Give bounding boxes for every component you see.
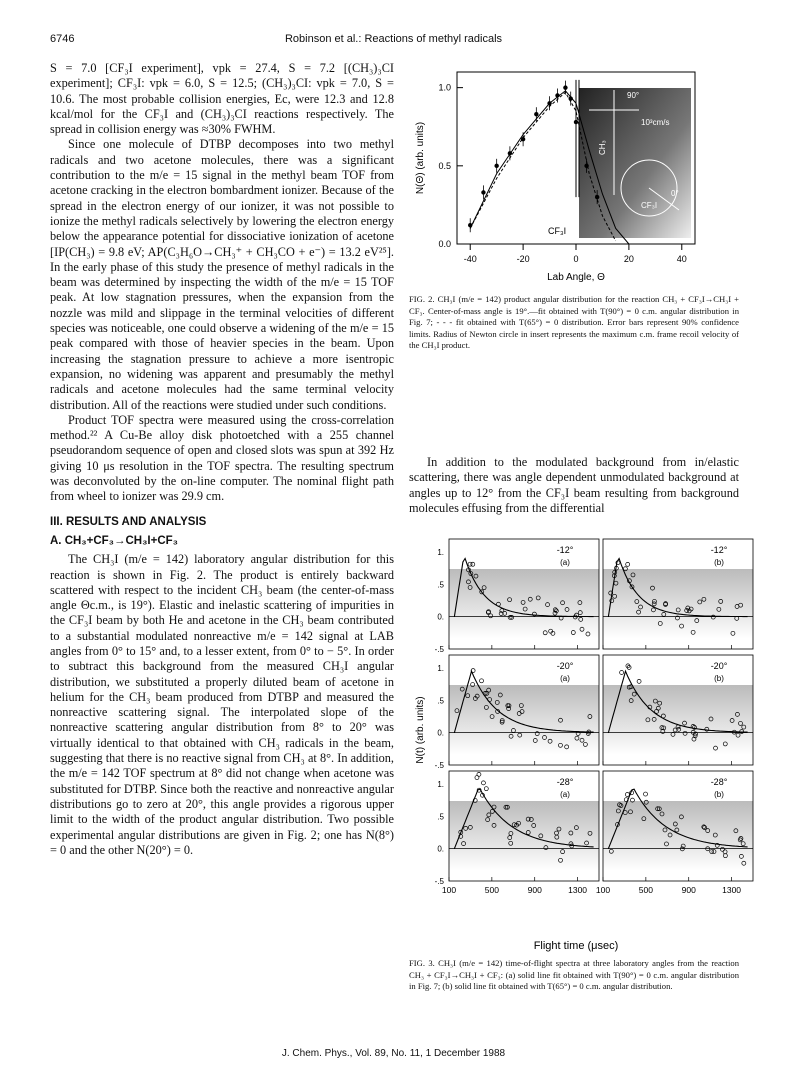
x-tick-label: 500 [638,885,653,895]
inset-cf3i: CF₃I [641,201,658,210]
x-tick-label: 900 [527,885,542,895]
tof-point [475,776,479,780]
x-axis-label: Lab Angle, Θ [547,272,605,283]
tof-point [468,562,472,566]
x-tick-label: 1300 [722,885,742,895]
x-tick-label: 40 [676,254,687,264]
panel-angle: -20° [710,661,728,671]
panel-angle: -28° [710,777,728,787]
tof-panel [603,655,753,765]
panel-angle: -12° [710,545,728,555]
panel-tag: (b) [714,790,724,799]
x-tick-label: 900 [681,885,696,895]
tof-panel [435,771,599,895]
fig3-caption: FIG. 3. CH₃I (m/e = 142) time-of-flight spectra at three laboratory angles from the reaction CH₃ + CF₃I→CH₃I + CF₃: (a) solid line fit obtained with T(90°) = 0 c.m. angular distribution in Fig. 7; (b) solid line fit obtained with T(65°) = 0 c.m. angular distribution. [409,958,739,991]
y-axis-label: N(t) (arb. units) [415,696,426,764]
data-point [595,195,599,199]
tof-point [626,562,630,566]
x-tick-label: 1300 [568,885,588,895]
page-number: 6746 [50,33,75,45]
y-tick-label: 1. [437,663,444,673]
paragraph: Since one molecule of DTBP decomposes into two methyl radicals and two acetone molecules, there was a significant contribution to the m/e = 15 signal in the methyl beam TOF from acetone cracking in the electron bombardment ionizer. Because of the spread in the electron energy of our ionizer, it was not possible to ionize the methyl radicals selectively by lowering the electron energy below the appearance potential for dissociative ionization of acetone [IP(CH₃) = 9.8 eV; AP(C₃H₆O→CH₃⁺ + CH₃CO + e⁻) = 13.2 eV²⁵]. In the early phase of this study the presence of methyl radicals in the beam was determined by inspecting the width of the m/e = 15 TOF peak. At low stagnation pressures, when the expansion from the nozzle was mild and slippage in the terminal velocities of different species was noticeable, one could observe a widening of the m/e = 15 peak compared with those of heavier species in the beam. Upon increasing the stagnation pressure to achieve a more isentropic expansion, no widening was apparent and presumably the methyl radicals and acetone molecules had the same terminal velocity distribution. All of the reactions were studied under such conditions. [50,137,394,412]
y-tick-label: .5 [437,812,444,822]
panel-tag: (a) [560,558,570,567]
panel-tag: (b) [714,558,724,567]
x-tick-label: -20 [516,254,530,264]
tof-point [644,792,648,796]
y-tick-label: 1.0 [438,82,451,93]
data-point [555,93,559,97]
data-point [468,223,472,227]
paragraph: Product TOF spectra were measured using the cross-correlation method.²² A Cu-Be alloy disk photoetched with a 255 channel pseudorandom sequence of open and closed slots was spun at 392 Hz giving 10 μs resolution in the TOF spectra. The resulting spectrum was deconvoluted by the on-line computer. The nominal flight path from wheel to ionizer was 29.9 cm. [50,412,394,504]
tof-panel [435,539,599,654]
y-tick-label: 1. [437,779,444,789]
panel-angle: -28° [556,777,574,787]
x-tick-label: 100 [595,885,611,895]
panel-tag: (a) [560,674,570,683]
section-heading: III. RESULTS AND ANALYSIS [50,515,207,528]
y-tick-label: 1. [437,547,444,557]
y-tick-label: 0. [437,844,444,854]
fig3-chart [409,535,742,955]
data-point [563,85,567,89]
beam-label: CF₃I [548,226,567,236]
data-point [508,151,512,155]
tof-point [481,781,485,785]
x-tick-label: 100 [441,885,457,895]
y-tick-label: -.5 [434,877,444,886]
tof-point [637,679,641,683]
x-tick-label: 20 [623,254,634,264]
tof-panel [603,539,753,649]
y-axis-label: N(Θ) (arb. units) [415,121,426,195]
x-tick-label: 0 [573,254,579,264]
data-point [534,112,538,116]
y-tick-label: .5 [437,580,444,590]
journal-footer: J. Chem. Phys., Vol. 89, No. 11, 1 December 1988 [281,1048,506,1059]
panel-tag: (a) [560,790,570,799]
y-tick-label: -.5 [434,761,444,770]
tof-point [484,787,488,791]
y-tick-label: .5 [437,696,444,706]
data-point [494,164,498,168]
inset-scale: 10³cm/s [641,118,670,127]
data-point [584,164,588,168]
y-tick-label: 0. [437,612,444,622]
right-paragraph: In addition to the modulated background from in/elastic scattering, there was angle dependent unmodulated background at angles up to 12° from the CF₃I beam resulting from background molecules effusing from the differential [409,455,739,515]
tof-point [620,670,624,674]
running-title: Robinson et al.: Reactions of methyl radicals [284,33,503,45]
inset-angle-90: 90° [627,91,640,100]
fig2-caption: FIG. 2. CH₃I (m/e = 142) product angular distribution for the reaction CH₃ + CF₃I→CH₃I + CF₃. Center-of-mass angle is 19°.—fit obtained with T(90°) = 0 c.m. angular distribution in Fig. 7; - - - fit obtained with T(65°) = 0 distribution. Error bars represent 90% confidence limits. Radius of Newton circle in insert represents the maximum c.m. frame recoil velocity of the CH₃I product. [409,294,739,350]
tof-panel [596,771,753,895]
data-point [547,101,551,105]
data-point [481,190,485,194]
paragraph: S = 7.0 [CF₃I experiment], vpk = 27.4, S = 7.2 [(CH₃)₃CI experiment]; CF₃I: vpk = 6.0, S = 12.5; (CH₃)₃CI: vpk = 7.0, S = 10.6. The most probable collision energies, Ec, were 12.3 and 12.8 kcal/mol for the CF₃I and (CH₃)₃CI reactions respectively. The spread in collision energy was ≈30% FWHM. [50,61,394,137]
x-tick-label: 500 [484,885,499,895]
tof-point [480,679,484,683]
y-tick-label: -.5 [434,645,444,654]
data-point [521,137,525,141]
x-axis-label: Flight time (μsec) [533,940,619,952]
panel-angle: -12° [556,545,574,555]
fig2-chart [409,70,739,292]
y-tick-label: 0.5 [438,160,451,171]
data-point [569,96,573,100]
y-tick-label: 0.0 [438,239,451,249]
inset-angle-0: 0° [671,189,679,198]
panel-angle: -20° [556,661,574,671]
subsection-heading: A. CH₃+CF₃→CH₃I+CF₃ [50,534,178,547]
tof-panel [435,655,599,770]
tof-point [625,792,629,796]
left-column [50,61,394,858]
y-tick-label: 0. [437,728,444,738]
x-tick-label: -40 [463,254,477,264]
inset-ch3: CH₃ [598,140,607,155]
panel-tag: (b) [714,674,724,683]
paragraph: The CH₃I (m/e = 142) laboratory angular distribution for this reaction is shown in Fig. 2. The product is entirely backward scattered with respect to the incident CH₃ beam (the center-of-mass angle Θc.m., is 19°). Elastic and inelastic scattering of impurities in the CF₃I beam by both He and acetone in the CH₃ beam contributed to a substantial modulated nonreactive m/e = 142 signal at LAB angles from 0° to 15° and, to a lesser extent, from 0° to − 5°. In order to subtract this background from the measured CH₃I angular distribution, we substituted a properly diluted beam of acetone in helium for the CH₃ beam produced from DTBP and measured the nonreactive scattering signal. The interpolated slope of the nonreactive scattering angular distribution from 8° to 20° was virtually identical to that obtained with CH₃ radicals in the beam, suggesting that there is no reactive signal from CH₃ at 8°. In addition, the m/e = 142 TOF spectrum at 8° did not change when acetone was substituted for DTBP. Since both the reactive and nonreactive angular distributions go to zero at 20°, this angle provides a rigorous upper limit to the width of the product angular distribution. Two possible experimental angular distributions are given in Fig. 2; one has N(8°) = 0 and the other N(20°) = 0. [50,552,394,857]
